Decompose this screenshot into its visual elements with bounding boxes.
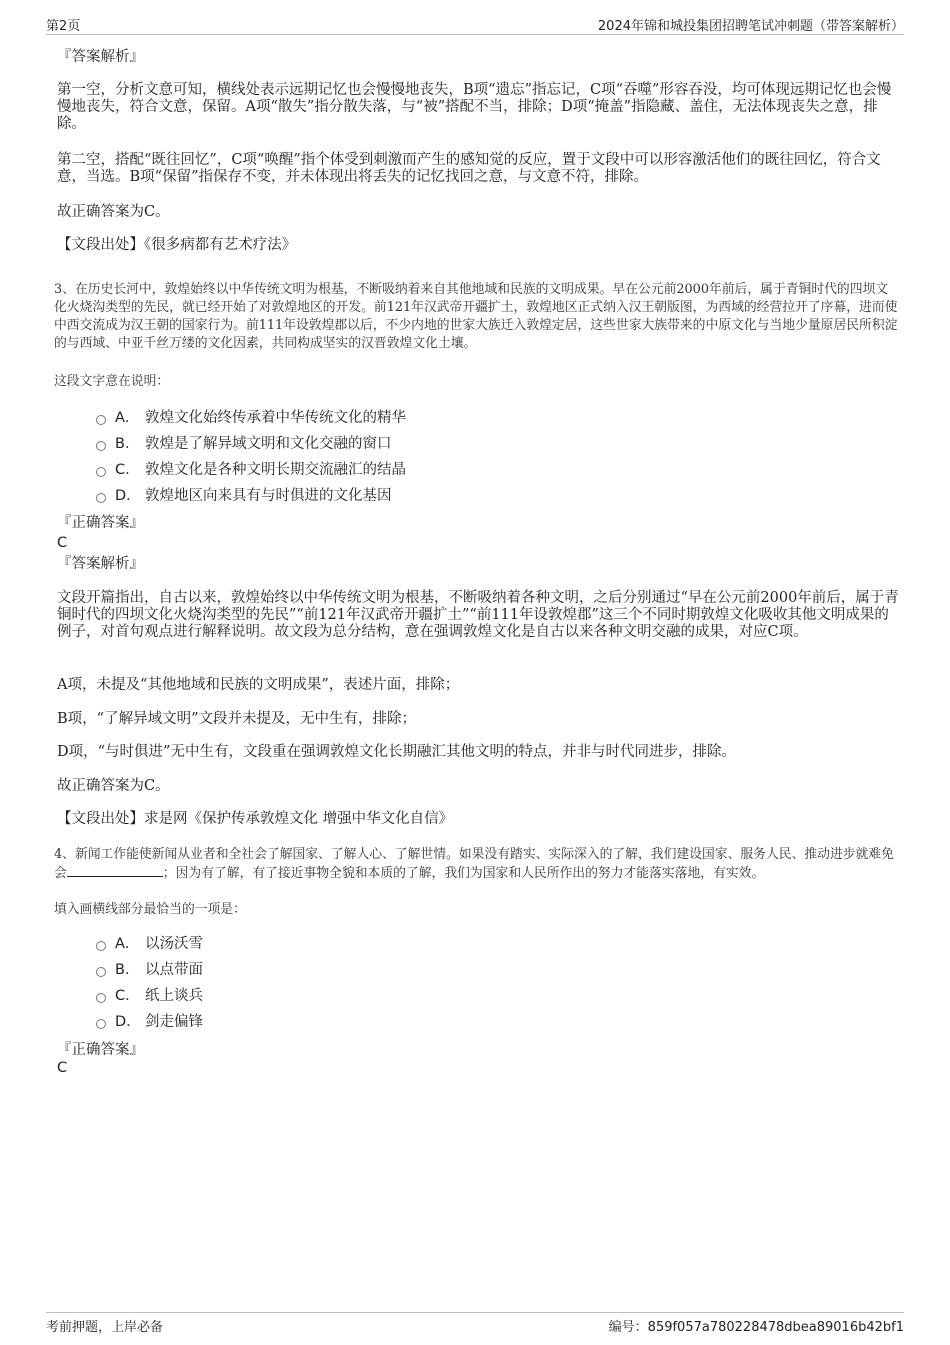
radio-button-icon[interactable] <box>96 467 106 477</box>
document-title: 2024年锦和城投集团招聘笔试冲刺题（带答案解析） <box>597 19 904 34</box>
radio-button-icon[interactable] <box>96 993 106 1003</box>
q3-answer: C <box>57 535 68 551</box>
radio-button-icon[interactable] <box>96 493 106 503</box>
q4-option-a[interactable]: A． 以汤沃雪 <box>96 934 203 954</box>
page-number: 第2页 <box>46 19 81 34</box>
q3-option-c[interactable]: C． 敦煌文化是各种文明长期交流融汇的结晶 <box>96 460 406 480</box>
q4-answer-label: 『正确答案』 <box>57 1042 144 1058</box>
q2-analysis-label: 『答案解析』 <box>57 49 144 65</box>
q4-option-b[interactable]: B． 以点带面 <box>96 960 203 980</box>
radio-button-icon[interactable] <box>96 415 106 425</box>
page-header <box>46 14 904 35</box>
q4-option-d[interactable]: D． 剑走偏锋 <box>96 1012 203 1032</box>
q4-stem: 4、新闻工作能使新闻从业者和全社会了解国家、了解人心、了解世情。如果没有踏实、实际深入的了解，我们建设国家、服务人民、推动进步就难免会 ；因为有了解，有了接近事物全貌和本质的了解，我们为国家和人民所作出的努力才能落实落地，有实效。 <box>54 847 894 881</box>
answer-blank <box>67 864 163 877</box>
radio-button-icon[interactable] <box>96 441 106 451</box>
q4-prompt: 填入画横线部分最恰当的一项是： <box>54 902 246 917</box>
q2-conclusion: 故正确答案为C。 <box>57 204 170 220</box>
q3-analysis-b: B项，“了解异域文明”文段并未提及，无中生有，排除； <box>57 711 416 727</box>
q3-option-b[interactable]: B． 敦煌是了解异域文明和文化交融的窗口 <box>96 434 392 454</box>
q3-analysis-p1: 文段开篇指出，自古以来，敦煌始终以中华传统文明为根基，不断吸纳着各种文明，之后分别通过“早在公元前2000年前后，属于青铜时代的四坝文化火烧沟类型的先民”“前121年汉武帝开疆扩土”“前111年设敦煌郡”这三个不同时期敦煌文化吸收其他文明成果的例子，对首句观点进行解释说明。故文段为总分结构，意在强调敦煌文化是自古以来各种文明交融的成果，对应C项。 <box>57 590 899 640</box>
radio-button-icon[interactable] <box>96 967 106 977</box>
footer-slogan: 考前押题，上岸必备 <box>46 1320 164 1335</box>
q3-answer-label: 『正确答案』 <box>57 515 144 531</box>
radio-button-icon[interactable] <box>96 1019 106 1029</box>
q3-prompt: 这段文字意在说明： <box>54 374 170 389</box>
q4-option-c[interactable]: C． 纸上谈兵 <box>96 986 203 1006</box>
q3-option-a[interactable]: A． 敦煌文化始终传承着中华传统文化的精华 <box>96 408 406 428</box>
q2-source: 【文段出处】《很多病都有艺术疗法》 <box>57 237 297 253</box>
q3-source: 【文段出处】求是网《保护传承敦煌文化 增强中华文化自信》 <box>57 811 454 827</box>
q3-conclusion: 故正确答案为C。 <box>57 778 170 794</box>
q3-stem: 3、在历史长河中，敦煌始终以中华传统文明为根基，不断吸纳着来自其他地域和民族的文明成果。早在公元前2000年前后，属于青铜时代的四坝文化火烧沟类型的先民，就已经开始了对敦煌地区的开发。前121年汉武帝开疆扩土，敦煌地区正式纳入汉王朝版图，为西域的经营拉开了序幕，进而使中西交流成为汉王朝的国家行为。前111年设敦煌郡以后，不少内地的世家大族迁入敦煌定居，这些世家大族带来的中原文化与当地少量原居民所积淀的与西域、中亚千丝万缕的文化因素，共同构成坚实的汉晋敦煌文化土壤。 <box>54 282 898 351</box>
radio-button-icon[interactable] <box>96 941 106 951</box>
q3-analysis-d: D项，“与时俱进”无中生有，文段重在强调敦煌文化长期融汇其他文明的特点，并非与时代同进步，排除。 <box>57 744 736 760</box>
q3-analysis-label: 『答案解析』 <box>57 556 144 572</box>
q2-analysis-p2: 第二空，搭配“既往回忆”，C项“唤醒”指个体受到刺激而产生的感知觉的反应，置于文段中可以形容激活他们的既往回忆，符合文意，当选。B项“保留”指保存不变，并未体现出将丢失的记忆找回之意，与文意不符，排除。 <box>57 152 881 185</box>
q2-analysis-p1: 第一空，分析文意可知，横线处表示远期记忆也会慢慢地丧失，B项“遗忘”指忘记，C项“吞噬”形容吞没，均可体现远期记忆也会慢慢地丧失，符合文意，保留。A项“散失”指分散失落，与“被”搭配不当，排除；D项“掩盖”指隐藏、盖住，无法体现丧失之意，排除。 <box>57 82 892 132</box>
q3-analysis-a: A项，未提及“其他地域和民族的文明成果”，表述片面，排除； <box>57 677 460 693</box>
page-footer <box>46 1312 904 1333</box>
q3-option-d[interactable]: D． 敦煌地区向来具有与时俱进的文化基因 <box>96 486 392 506</box>
q4-answer: C <box>57 1060 68 1076</box>
document-code: 编号：859f057a780228478dbea89016b42bf1 <box>608 1320 904 1335</box>
